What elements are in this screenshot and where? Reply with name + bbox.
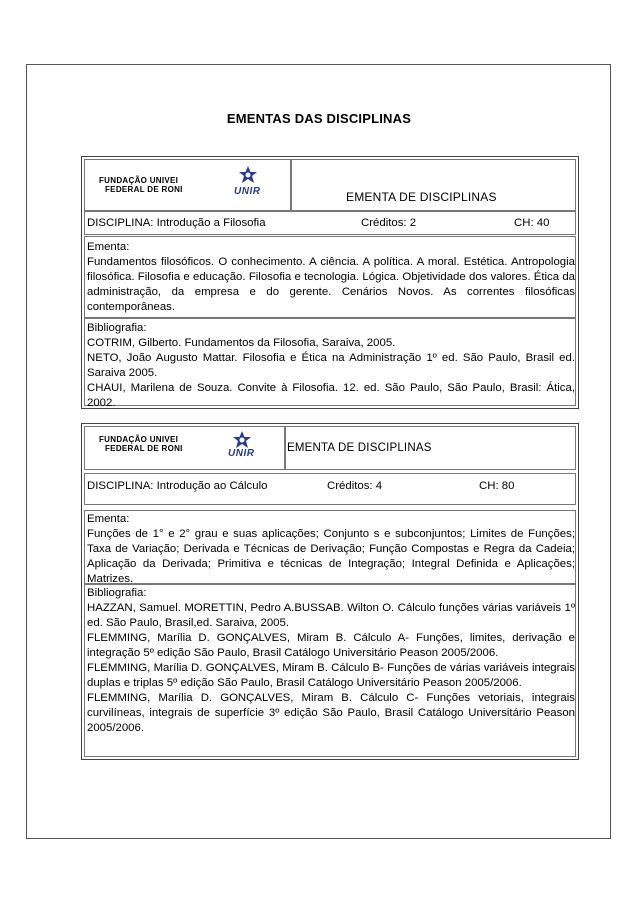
bibliografia-item: NETO, João Augusto Mattar. Filosofia e Ética na Administração 1º ed. São Paulo, Brasil ed. Saraiva 2005.: [87, 352, 575, 379]
ementa-row: [84, 236, 576, 318]
bibliografia-item: FLEMMING, Marília D. GONÇALVES, Miram B. Cálculo A- Funções, limites, derivação e integração 5º edição São Paulo, Brasil Catálogo Universitário Peason 2005/2006.: [87, 632, 575, 659]
creditos: Créditos: 2: [361, 217, 417, 229]
logo-line-1: FUNDAÇÃO UNIVEI: [99, 176, 179, 185]
ementa-label: Ementa:: [87, 241, 130, 253]
creditos: Créditos: 4: [327, 480, 383, 492]
bibliografia-row: [84, 584, 576, 757]
logo-line-2: FEDERAL DE RONI: [105, 444, 183, 453]
logo-line-2: FEDERAL DE RONI: [105, 185, 183, 194]
unir-star-icon: [229, 431, 255, 449]
bibliografia-item: CHAUI, Marilena de Souza. Convite à Filosofia. 12. ed. São Paulo, São Paulo, Brasil: Ática, 2002.: [87, 382, 575, 409]
bibliografia-item: HAZZAN, Samuel. MORETTIN, Pedro A.BUSSAB. Wilton O. Cálculo funções várias variáveis 1º ed. São Paulo, Brasil,ed. Saraiva, 2005.: [87, 602, 575, 629]
document-title: EMENTAS DAS DISCIPLINAS: [226, 111, 412, 126]
ementa-text: Funções de 1° e 2° grau e suas aplicações; Conjunto s e subconjuntos; Limites de Funções; Taxa de Variação; Derivada e Técnicas de Derivação; Função Compostas e Regra da Cadeia; Aplicação da Derivada; Primitiva e técnicas de Integração; Integral Definida e Aplicações; Matrizes.: [87, 528, 575, 585]
logo-cell: [84, 426, 285, 470]
bibliografia-list: [87, 601, 575, 736]
ementa-header-cell: [285, 426, 576, 470]
logo-cell: [84, 159, 291, 211]
carga-horaria: CH: 80: [479, 480, 515, 492]
disciplina-table-1: [81, 156, 579, 409]
ementa-header: EMENTA DE DISCIPLINAS: [346, 190, 497, 204]
disciplina-table-2: [81, 423, 579, 760]
ementa-label: Ementa:: [87, 513, 130, 525]
logo-line-1: FUNDAÇÃO UNIVEI: [99, 435, 179, 444]
bibliografia-label: Bibliografia:: [87, 587, 147, 599]
bibliografia-row: [84, 318, 576, 409]
bibliografia-list: [87, 336, 575, 411]
ementa-row: [84, 510, 576, 584]
bibliografia-item: FLEMMING, Marília D. GONÇALVES, Miram B. Cálculo C- Funções vetoriais, integrais curvilíneas, integrais de superfície 3º edição São Paulo, Brasil Catálogo Universitário Peason 2005/2006.: [87, 692, 575, 734]
bibliografia-item: FLEMMING, Marília D. GONÇALVES, Miram B. Cálculo B- Funções de várias variáveis integrais duplas e triplas 5º edição São Paulo, Brasil Catálogo Universitário Peason 2005/2006.: [87, 662, 575, 689]
unir-logo-text: UNIR: [228, 448, 255, 459]
logo-fundacao: [99, 176, 183, 194]
bibliografia-label: Bibliografia:: [87, 322, 147, 334]
carga-horaria: CH: 40: [514, 217, 550, 229]
ementa-header-cell: [291, 159, 576, 211]
unir-logo-text: UNIR: [234, 186, 261, 197]
ementa-text: Fundamentos filosóficos. O conhecimento. A ciência. A política. A moral. Estética. Antropologia filosófica. Filosofia e educação. Filosofia e tecnologia. Lógica. Objetividade dos valores. Ética da administração, da empresa e do gerente. Cenários Novos. As correntes filosóficas contemporâneas.: [87, 256, 575, 313]
disciplina-row: [84, 211, 576, 235]
disciplina-name: DISCIPLINA: Introdução ao Cálculo: [87, 480, 268, 492]
bibliografia-item: COTRIM, Gilberto. Fundamentos da Filosofia, Saraiva, 2005.: [87, 337, 396, 349]
disciplina-row: [84, 473, 576, 505]
unir-star-icon: [235, 166, 261, 184]
disciplina-name: DISCIPLINA: Introdução a Filosofia: [87, 217, 266, 229]
ementa-header: EMENTA DE DISCIPLINAS: [287, 442, 432, 454]
logo-fundacao: [99, 435, 183, 453]
